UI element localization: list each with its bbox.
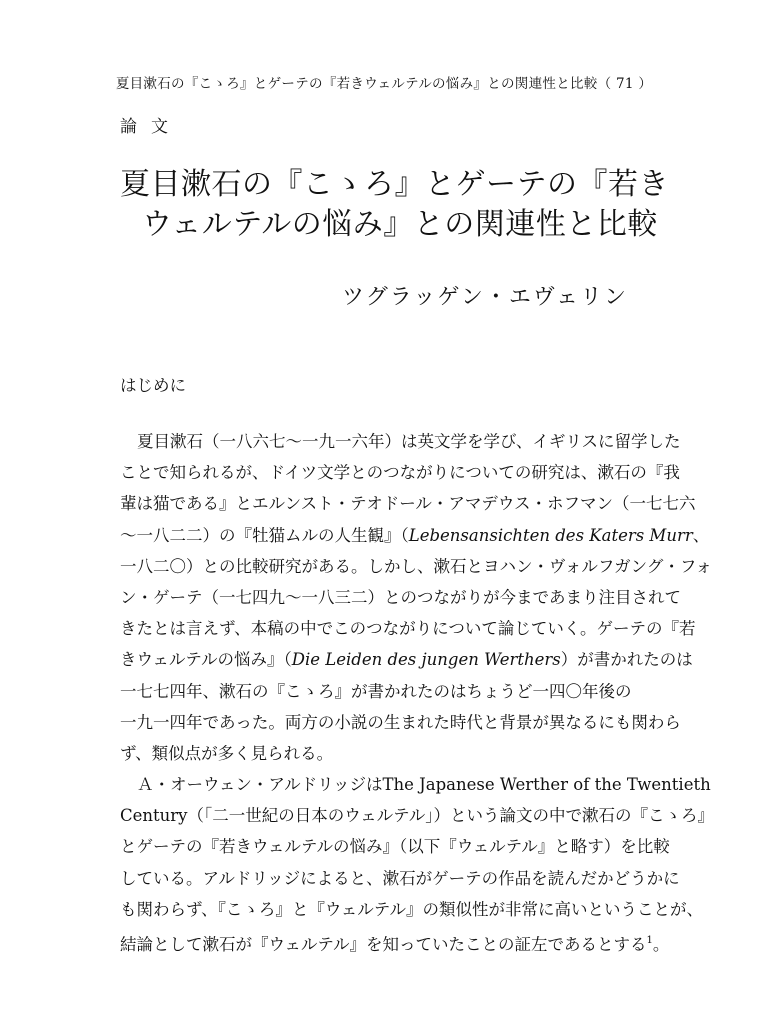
paragraph-2-line: とゲーテの『若きウェルテルの悩み』（以下『ウェルテル』と略す）を比較 — [120, 837, 670, 857]
paragraph-2-text: 結論として漱石が『ウェルテル』を知っていたことの証左であるとする — [120, 935, 647, 954]
author-name: ツグラッゲン・エヴェリン — [342, 285, 629, 310]
paragraph-2-line: Ａ・オーウェン・アルドリッジはThe Japanese Werther of the Twentieth — [137, 775, 711, 795]
paragraph-1-line: ことで知られるが、ドイツ文学とのつながりについての研究は、漱石の『我 — [120, 463, 680, 483]
paragraph-1-text: 、 — [692, 525, 710, 545]
article-title — [120, 165, 700, 245]
paragraph-1-text: ）が書かれたのは — [560, 650, 693, 670]
running-header: 夏目漱石の『こゝろ』とゲーテの『若きウェルテルの悩み』との関連性と比較（ 71 ） — [115, 76, 653, 92]
paragraph-1-line: 一九一四年であった。両方の小説の生まれた時代と背景が異なるにも関わら — [120, 712, 681, 732]
german-title-werther: Die Leiden des jungen Werthers — [291, 650, 561, 670]
paragraph-1-line: 一七七四年、漱石の『こゝろ』が書かれたのはちょうど一四〇年後の — [120, 681, 632, 701]
german-title-murr: Lebensansichten des Katers Murr — [408, 525, 693, 545]
paragraph-1-line: ン・ゲーテ（一七四九〜一八三二）とのつながりが今まであまり注目されて — [120, 587, 681, 607]
section-heading: はじめに — [120, 376, 186, 395]
paragraph-2-text: 。 — [652, 935, 670, 954]
paragraph-1-line: 一八二〇）との比較研究がある。しかし、漱石とヨハン・ヴォルフガング・フォ — [120, 556, 713, 576]
paragraph-1-line — [120, 644, 693, 675]
paragraph-2-line: Century（「二一世紀の日本のウェルテル」）という論文の中で漱石の『こゝろ』 — [120, 806, 714, 826]
paragraph-1-line: 夏目漱石（一八六七〜一九一六年）は英文学を学び、イギリスに留学した — [137, 432, 681, 451]
paragraph-2-line: も関わらず、『こゝろ』と『ウェルテル』の類似性が非常に高いということが、 — [120, 899, 703, 919]
paragraph-1-line: きたとは言えず、本稿の中でこのつながりについて論じていく。ゲーテの『若 — [120, 619, 696, 639]
paragraph-2-line: している。アルドリッジによると、漱石がゲーテの作品を読んだかどうかに — [120, 868, 680, 888]
body-text — [120, 426, 714, 956]
section-type-label: 論文 — [120, 117, 182, 137]
footnote-ref[interactable]: 1 — [646, 935, 653, 946]
paragraph-1-line: ず、類似点が多く見られる。 — [120, 743, 334, 763]
title-line-1: 夏目漱石の『こゝろ』とゲーテの『若き — [120, 167, 669, 202]
paragraph-2-line — [120, 925, 688, 956]
paragraph-1-text: きウェルテルの悩み』（ — [120, 650, 292, 670]
title-line-2: ウェルテルの悩み』との関連性と比較 — [142, 207, 658, 242]
paragraph-1-line — [120, 520, 710, 551]
paragraph-1-line: 輩は猫である』とエルンスト・テオドール・アマデウス・ホフマン（一七七六 — [120, 494, 696, 514]
paragraph-1-text: 〜一八二二）の『牡猫ムルの人生観』（ — [120, 525, 409, 545]
